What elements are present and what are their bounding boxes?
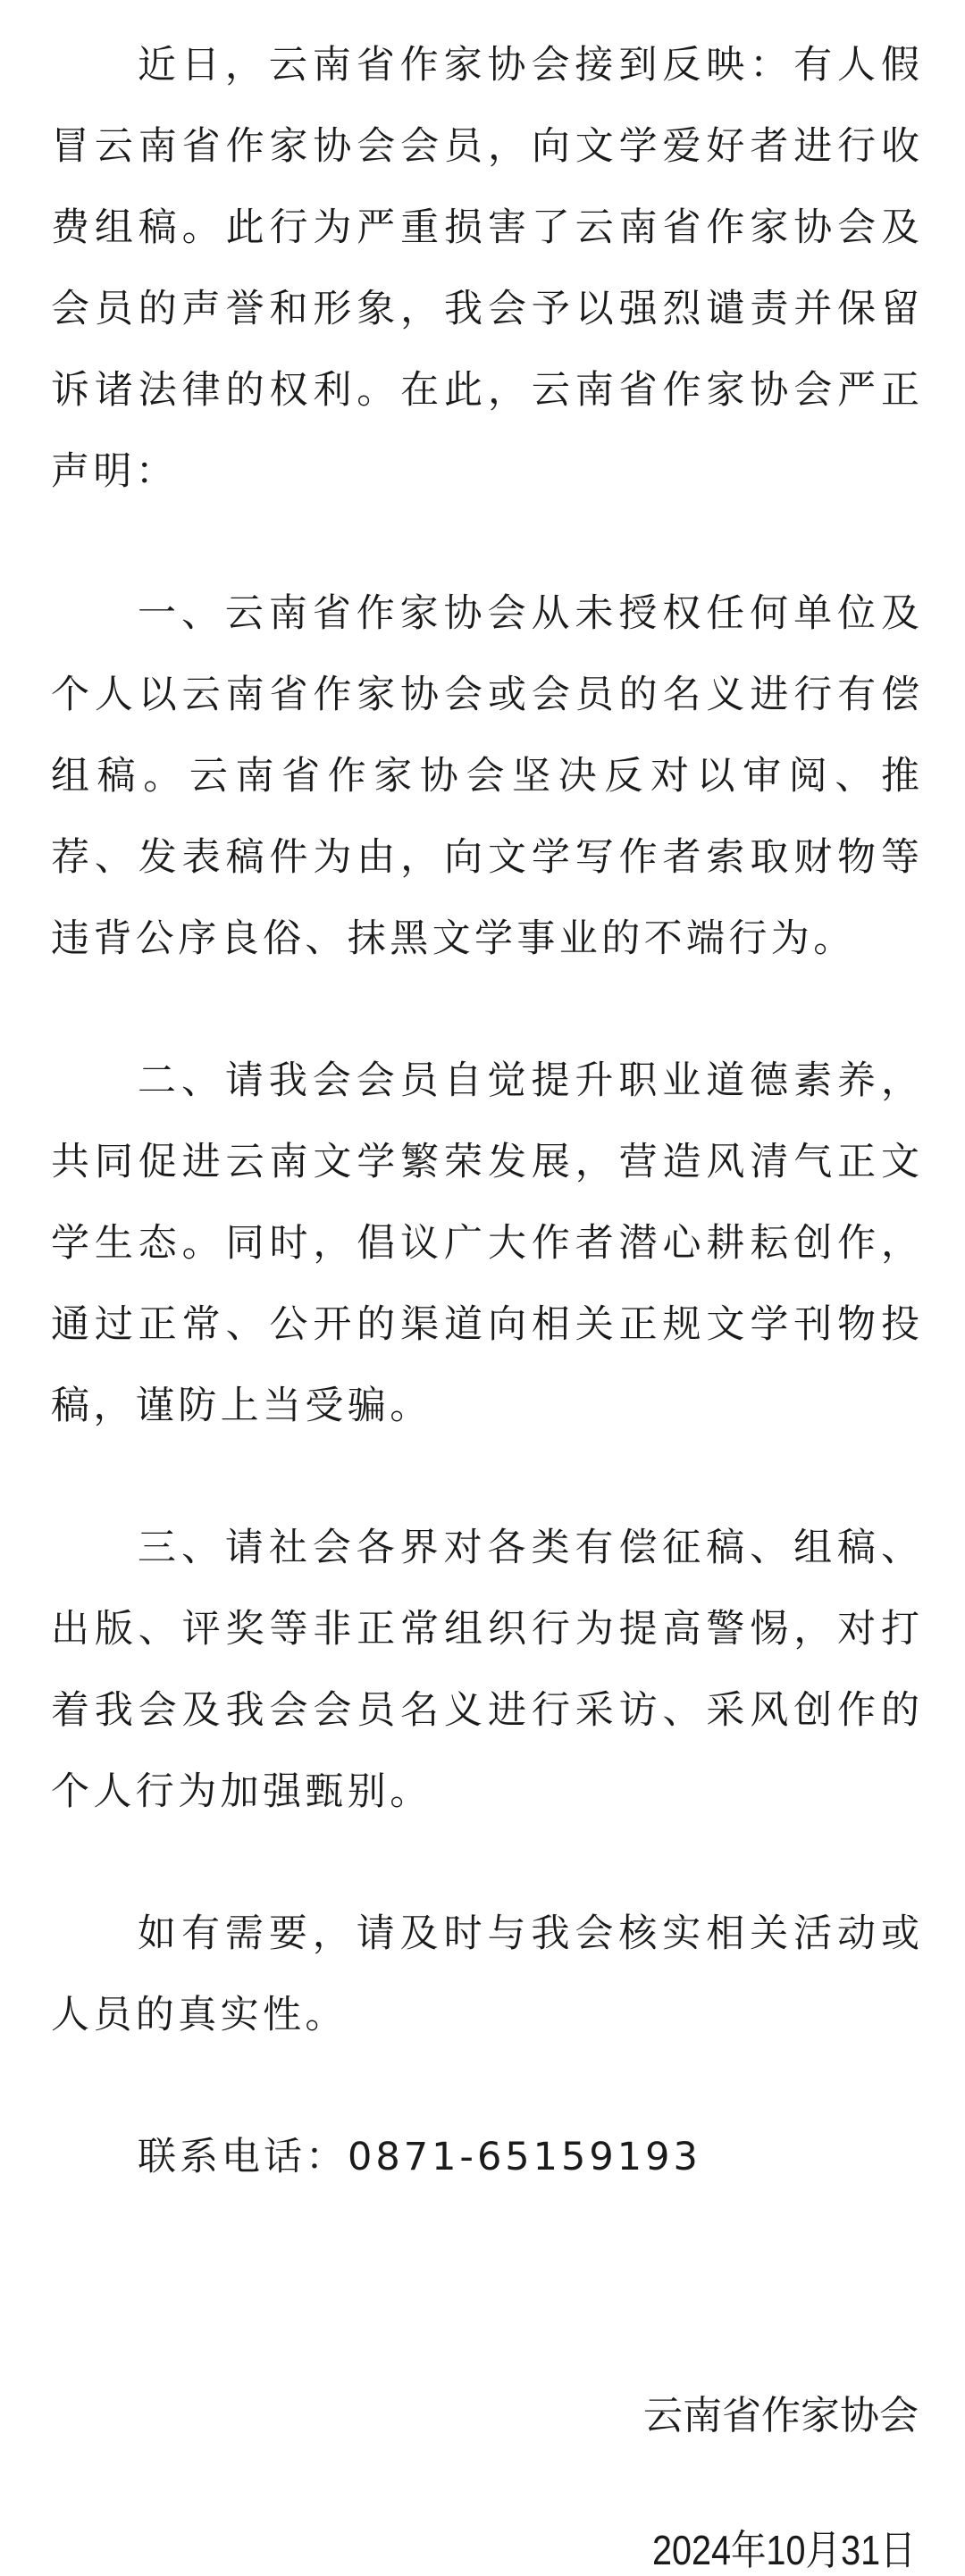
paragraph-line: 三、请社会各界对各类有偿征稿、组稿、 xyxy=(138,1526,919,1570)
paragraph-line: 荐、发表稿件为由，向文学写作者索取财物等 xyxy=(51,835,919,880)
paragraph-line: 会员的声誉和形象，我会予以强烈谴责并保留 xyxy=(51,287,919,331)
paragraph xyxy=(51,573,919,980)
paragraph-line: 如有需要，请及时与我会核实相关活动或 xyxy=(138,1911,919,1956)
paragraph-line: 个人以云南省作家协会或会员的名义进行有偿 xyxy=(51,673,919,717)
paragraph-line: 费组稿。此行为严重损害了云南省作家协会及 xyxy=(51,205,919,250)
paragraph-line: 人员的真实性。 xyxy=(51,1993,348,2037)
paragraph-line: 违背公序良俗、抹黑文学事业的不端行为。 xyxy=(51,916,856,961)
signature-organization: 云南省作家协会 xyxy=(643,2393,919,2438)
paragraph-line: 冒云南省作家协会会员，向文学爱好者进行收 xyxy=(51,124,919,169)
paragraph-line: 一、云南省作家协会从未授权任何单位及 xyxy=(138,591,919,636)
paragraph xyxy=(51,1508,919,1833)
paragraph-line: 通过正常、公开的渠道向相关正规文学刊物投 xyxy=(51,1302,919,1347)
statement-body xyxy=(51,25,919,2198)
paragraph-line: 个人行为加强甄别。 xyxy=(51,1769,432,1814)
paragraph xyxy=(51,1894,919,2056)
paragraph-line: 二、请我会会员自觉提升职业道德素养， xyxy=(138,1058,919,1103)
signature-date: 2024年10月31日 xyxy=(652,2527,916,2573)
paragraph-line: 诉诸法律的权利。在此，云南省作家协会严正 xyxy=(51,368,919,413)
paragraph-line: 出版、评奖等非正常组织行为提高警惕，对打 xyxy=(51,1607,919,1652)
paragraph-line: 稿，谨防上当受骗。 xyxy=(51,1384,432,1428)
contact-phone: 联系电话：0871-65159193 xyxy=(138,2135,701,2179)
paragraph-line: 学生态。同时，倡议广大作者潜心耕耘创作， xyxy=(51,1221,919,1266)
paragraph xyxy=(51,1041,919,1447)
paragraph-line: 组稿。云南省作家协会坚决反对以审阅、推 xyxy=(51,754,919,799)
paragraph-line: 近日，云南省作家协会接到反映：有人假 xyxy=(138,43,919,88)
paragraph-line: 共同促进云南文学繁荣发展，营造风清气正文 xyxy=(51,1140,919,1184)
paragraph-line: 着我会及我会会员名义进行采访、采风创作的 xyxy=(51,1688,919,1733)
paragraph xyxy=(51,25,919,513)
paragraph-line: 声明： xyxy=(51,449,179,494)
